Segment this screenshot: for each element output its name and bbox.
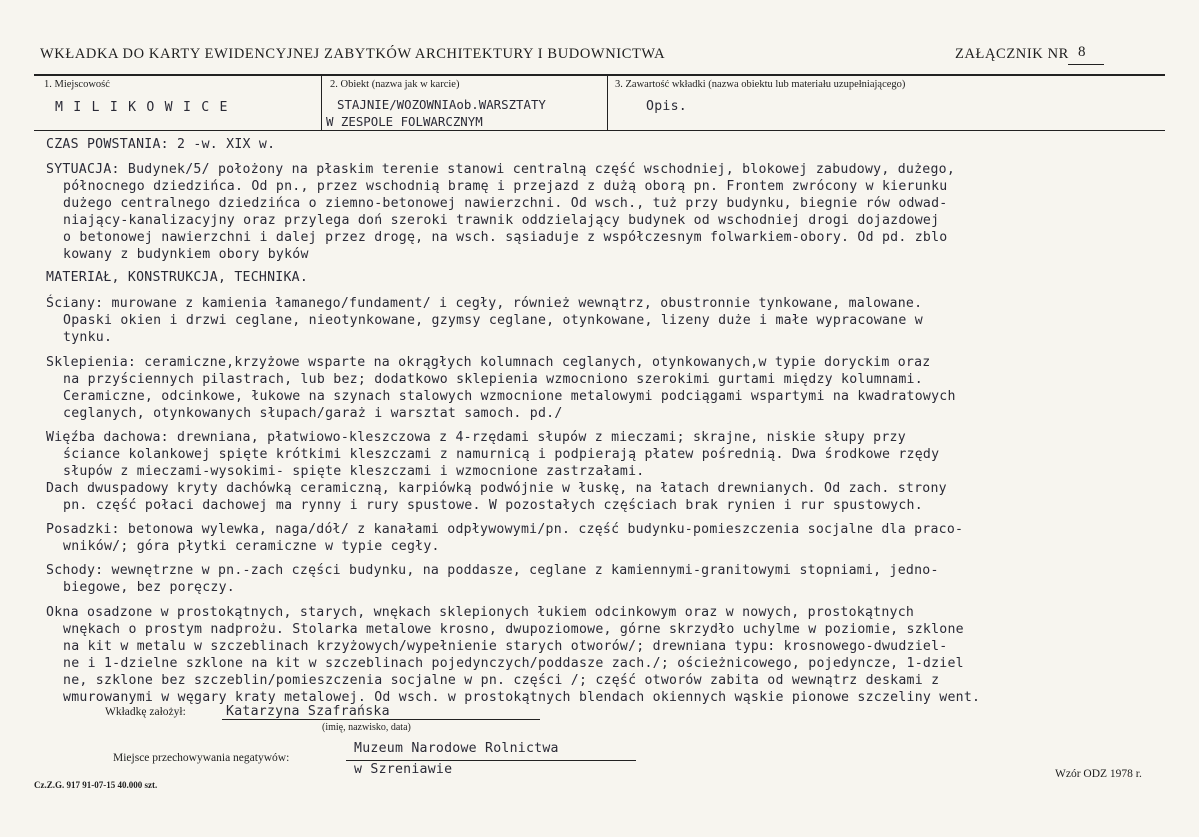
storage-value-line-1: Muzeum Narodowe Rolnictwa bbox=[354, 741, 559, 756]
text-line: dużego centralnego dziedzińca o ziemno-betonowej nawierzchni. Od wsch., tuż przy budynku, biegnie rów odwad- bbox=[63, 196, 948, 211]
object-value-line-1: STAJNIE/WOZOWNIAob.WARSZTATY bbox=[337, 97, 546, 112]
text-line: niający-kanalizacyjny oraz przylega doń szeroki trawnik oddzielający budynek od wschodniej drogi dojazdowej bbox=[63, 213, 940, 228]
object-value-line-2: W ZESPOLE FOLWARCZNYM bbox=[326, 114, 483, 129]
text-line: na przyściennych pilastrach, lub bez; dodatkowo sklepienia wzmocniono szerokimi gurtami między kolumnami. bbox=[63, 372, 923, 387]
text-line: Sklepienia: ceramiczne,krzyżowe wsparte na okrągłych kolumnach ceglanych, otynkowanych,w typie doryckim oraz bbox=[46, 355, 931, 370]
text-line: biegowe, bez poręczy. bbox=[63, 580, 235, 595]
card-title: WKŁADKA DO KARTY EWIDENCYJNEJ ZABYTKÓW ARCHITEKTURY I BUDOWNICTWA bbox=[40, 46, 666, 62]
text-line: ne i 1-dzielne szklone na kit w szczeblinach pojedynczych/poddasze zach./; ościeżnicowego, pojedyncze, 1-dziel bbox=[63, 656, 964, 671]
annex-number-underline bbox=[1068, 64, 1104, 65]
text-line: kowany z budynkiem obory byków bbox=[63, 247, 309, 262]
place-value: M I L I K O W I C E bbox=[55, 100, 229, 115]
text-line: pn. część połaci dachowej ma rynny i rury spustowe. W pozostałych częściach brak rynien i rur spustowych. bbox=[63, 498, 923, 513]
text-line: ne, szklone bez szczeblin/pomieszczenia socjalne w pn. części /; część otworów zabita od wewnątrz deskami z bbox=[63, 673, 940, 688]
storage-label: Miejsce przechowywania negatywów: bbox=[113, 752, 290, 764]
author-caption: (imię, nazwisko, data) bbox=[322, 722, 411, 733]
print-code: Cz.Z.G. 917 91-07-15 40.000 szt. bbox=[34, 780, 158, 790]
text-line: SYTUACJA: Budynek/5/ położony na płaskim terenie stanowi centralną część wschodniej, blokowej zabudowy, dużego, bbox=[46, 162, 956, 177]
text-line: ceglanych, otynkowanych słupach/garaż i warsztat samoch. pd./ bbox=[63, 406, 563, 421]
storage-value-line-2: w Szreniawie bbox=[354, 762, 453, 777]
author-underline bbox=[222, 719, 540, 720]
text-line: Ściany: murowane z kamienia łamanego/fundament/ i cegły, również wewnątrz, obustronnie tynkowane, malowane. bbox=[46, 296, 923, 311]
text-line: północnego dziedzińca. Od pn., przez wschodnią bramę i przejazd z dużą oborą pn. Frontem zwrócony w kierunku bbox=[63, 179, 948, 194]
content-value: Opis. bbox=[646, 99, 687, 114]
author-value: Katarzyna Szafrańska bbox=[226, 704, 390, 719]
text-line: tynku. bbox=[63, 330, 113, 345]
table-divider-1 bbox=[321, 74, 322, 131]
text-line: wnękach o prostym nadprożu. Stolarka metalowe krosno, dwupoziomowe, górne skrzydło uchylme w poziomie, szklone bbox=[63, 622, 964, 637]
text-line: na kit w metalu w szczeblinach krzyżowych/wypełnienie starych otworów/; drewniana typu: krosnowego-dwudziel- bbox=[63, 639, 948, 654]
text-line: ściance kolankowej spięte krótkimi kleszczami z namurnicą i podpierają płatew pośrednią. Dwa środkowe rzędy bbox=[63, 447, 940, 462]
text-line: Opaski okien i drzwi ceglane, nieotynkowane, gzymsy ceglane, otynkowane, lizeny duże i małe wypracowane w bbox=[63, 313, 923, 328]
author-label: Wkładkę założył: bbox=[105, 706, 186, 718]
content-label: 3. Zawartość wkładki (nazwa obiektu lub materiału uzupełniającego) bbox=[615, 79, 906, 90]
table-top-border bbox=[34, 74, 1165, 76]
text-line: CZAS POWSTANIA: 2 -w. XIX w. bbox=[46, 137, 276, 152]
annex-number: 8 bbox=[1078, 44, 1086, 60]
annex-label: ZAŁĄCZNIK NR bbox=[955, 46, 1069, 62]
section-heading: MATERIAŁ, KONSTRUKCJA, TECHNIKA. bbox=[46, 270, 309, 285]
text-line: Więźba dachowa: drewniana, płatwiowo-kleszczowa z 4-rzędami słupów z mieczami; skrajne, niskie słupy przy bbox=[46, 430, 906, 445]
form-model: Wzór ODZ 1978 r. bbox=[1055, 768, 1142, 780]
text-line: wmurowanymi w węgary kraty metalowej. Od wsch. w prostokątnych blendach okiennych wąskie pionowe szczeliny went. bbox=[63, 690, 981, 705]
table-bottom-border bbox=[34, 130, 1165, 131]
text-line: Ceramiczne, odcinkowe, łukowe na szynach stalowych wzmocnione metalowymi podciągami wspartymi na kwadratowych bbox=[63, 389, 956, 404]
text-line: o betonowej nawierzchni i dalej przez drogę, na wsch. sąsiaduje z współczesnym folwarkiem-obory. Od pd. zblo bbox=[63, 230, 948, 245]
text-line: wników/; góra płytki ceramiczne w typie cegły. bbox=[63, 539, 440, 554]
object-label: 2. Obiekt (nazwa jak w karcie) bbox=[330, 79, 460, 90]
text-line: Schody: wewnętrzne w pn.-zach części budynku, na poddasze, ceglane z kamiennymi-granitowymi stopniami, jedno- bbox=[46, 563, 939, 578]
place-label: 1. Miejscowość bbox=[44, 79, 110, 90]
table-divider-2 bbox=[607, 74, 608, 131]
text-line: Posadzki: betonowa wylewka, naga/dół/ z kanałami odpływowymi/pn. część budynku-pomieszczenia socjalne dla praco- bbox=[46, 522, 964, 537]
text-line: Okna osadzone w prostokątnych, starych, wnękach sklepionych łukiem odcinkowym oraz w nowych, prostokątnych bbox=[46, 605, 915, 620]
text-line: słupów z mieczami-wysokimi- spięte kleszczami i wzmocnione zastrzałami. bbox=[63, 464, 645, 479]
storage-underline bbox=[346, 760, 636, 761]
text-line: Dach dwuspadowy kryty dachówką ceramiczną, karpiówką podwójnie w łuskę, na łatach drewnianych. Od zach. strony bbox=[46, 481, 947, 496]
